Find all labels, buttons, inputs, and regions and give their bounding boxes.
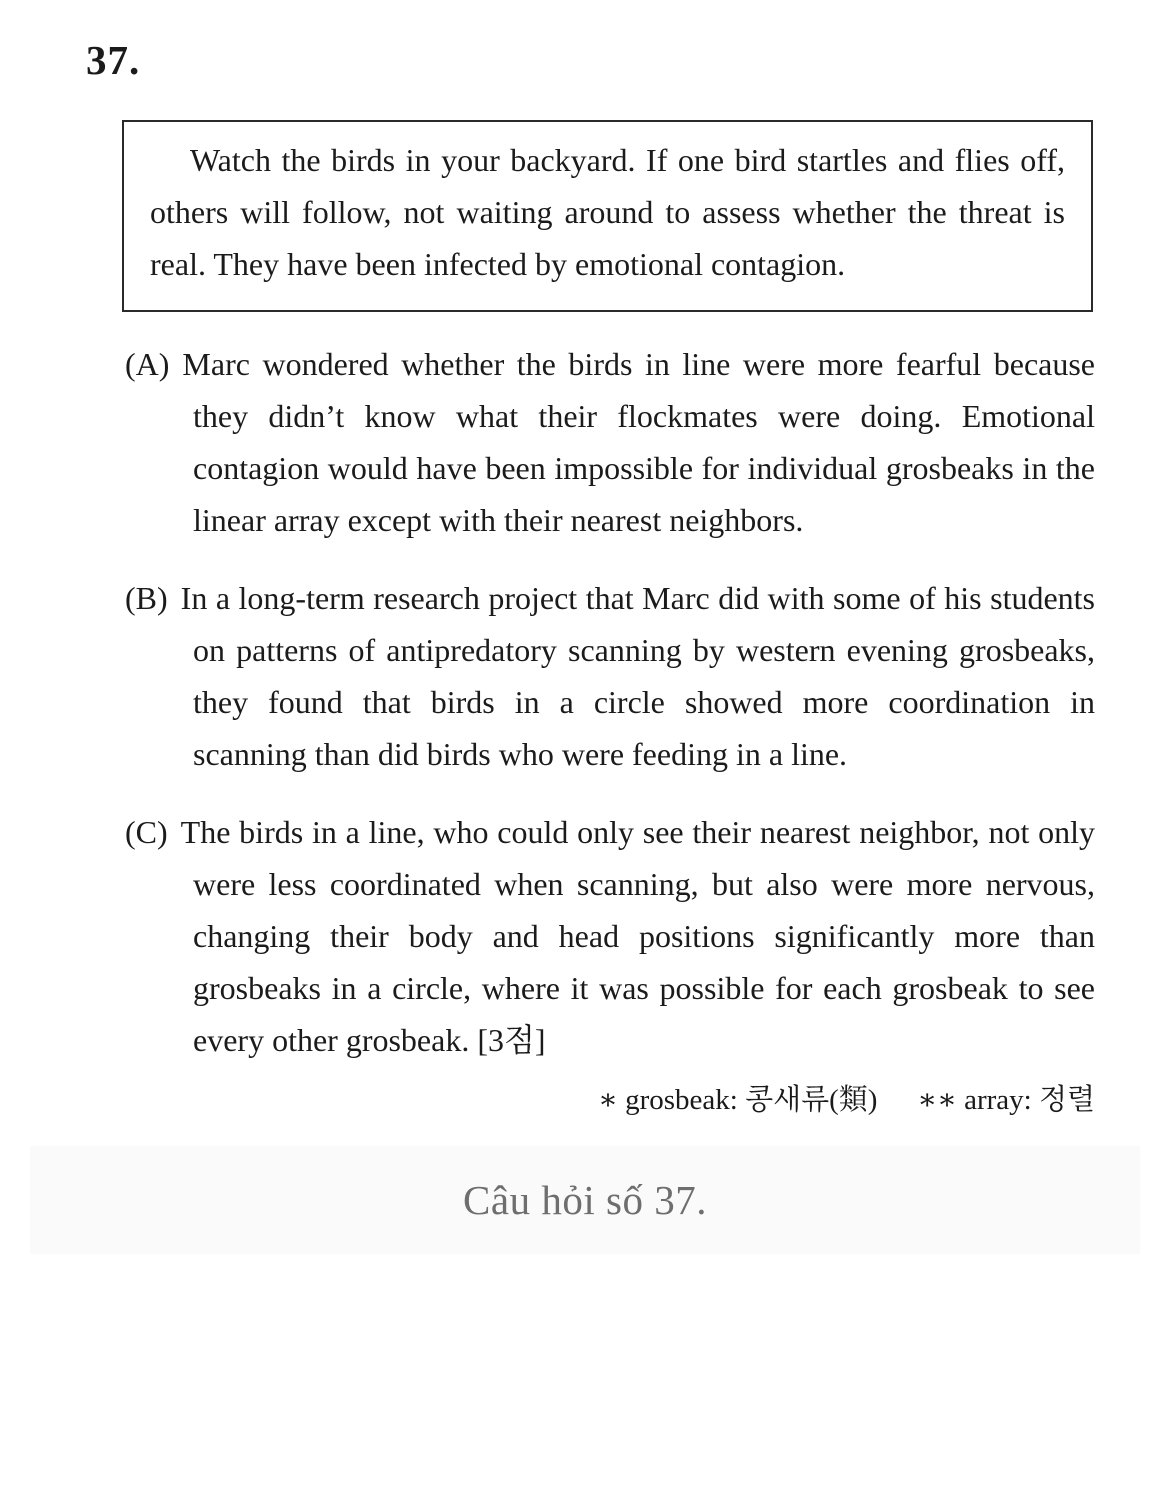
footer-band bbox=[30, 1146, 1140, 1254]
footnote-grosbeak: ∗ grosbeak: 콩새류(類) bbox=[598, 1084, 878, 1116]
footnote bbox=[125, 1078, 1095, 1122]
paragraph-a bbox=[125, 338, 1095, 546]
paragraph-a-label: (A) bbox=[125, 346, 170, 382]
passage-box bbox=[122, 120, 1093, 312]
answer-paragraphs bbox=[125, 338, 1095, 1066]
paragraph-c-text: The birds in a line, who could only see their nearest neighbor, not only were less coordinated when scanning, but also were more nervous, changing their body and head positions significantly more than grosbeaks in a circle, where it was possible for each grosbeak to see every other grosbeak. [3점] bbox=[180, 814, 1095, 1058]
passage-text: Watch the birds in your backyard. If one bird startles and flies off, others will follow, not waiting around to assess whether the threat is real. They have been infected by emotional contagion. bbox=[150, 142, 1065, 282]
question-number: 37. bbox=[86, 37, 141, 83]
paragraph-c-label: (C) bbox=[125, 814, 168, 850]
footnote-array: ∗∗ array: 정렬 bbox=[917, 1084, 1095, 1116]
paragraph-b-text: In a long-term research project that Marc did with some of his students on patterns of antipredatory scanning by western evening grosbeaks, they found that birds in a circle showed more coordination in scanning than did birds who were feeding in a line. bbox=[180, 580, 1095, 772]
paragraph-a-text: Marc wondered whether the birds in line were more fearful because they didn’t know what their flockmates were doing. Emotional contagion would have been impossible for individual grosbeaks in the linear array except with their nearest neighbors. bbox=[182, 346, 1095, 538]
paragraph-b bbox=[125, 572, 1095, 780]
paragraph-b-label: (B) bbox=[125, 580, 168, 616]
footer-question-label: Câu hỏi số 37. bbox=[463, 1177, 707, 1223]
paragraph-c bbox=[125, 806, 1095, 1066]
